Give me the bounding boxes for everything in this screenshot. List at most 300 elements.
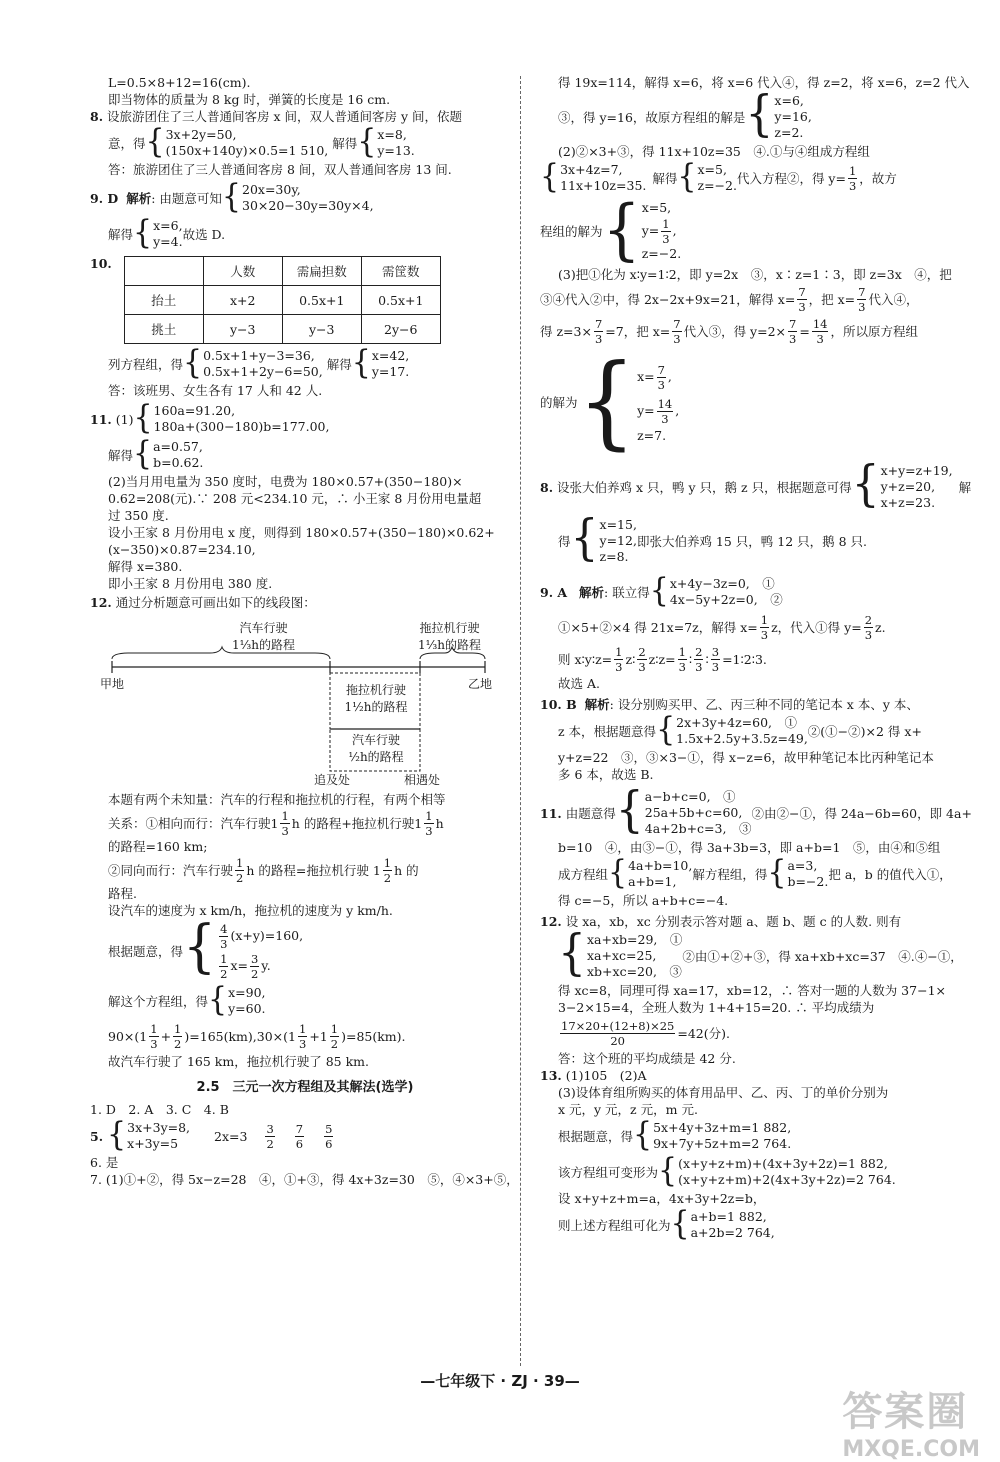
answer-line: 7. (1)①+②，得 5x−z=28 ④，①+③，得 4x+3z=30 ⑤，④×3+⑤，: [90, 1172, 519, 1187]
question-8: [540, 456, 972, 569]
denominator: 2: [266, 1136, 274, 1151]
diagram-text: 拖拉机行驶: [419, 621, 480, 635]
equation: z=−2.: [697, 178, 737, 193]
text: (1): [115, 411, 134, 427]
denominator: 3: [848, 178, 857, 193]
label-tractor: [418, 619, 481, 653]
numerator: 7: [657, 362, 665, 377]
text-line: 设小王家 8 月份用电 x 度，则得到 180×0.57+(350−180)×0.62+: [108, 525, 495, 540]
diagram-text: ½h的路程: [348, 750, 404, 764]
text: 程组的解为: [540, 223, 603, 239]
denominator: 20: [610, 1033, 625, 1048]
text: : 设分别购买甲、乙、丙三种不同的笔记本 x 本、y 本、: [609, 697, 919, 712]
question-11: [90, 398, 520, 592]
analysis-label: 解析: [126, 190, 152, 206]
fraction: [637, 645, 646, 674]
question-number: 11.: [540, 805, 562, 821]
table-cell: 抬土: [124, 286, 203, 315]
fraction: [760, 613, 769, 642]
equation-system: { x=42, y=17.: [351, 343, 410, 382]
text: h 的路程+拖拉机行驶1: [291, 815, 423, 831]
table-cell: y−3: [203, 315, 282, 344]
numerator: 1: [330, 1021, 339, 1036]
text: z.: [875, 619, 886, 635]
text: 列方程组，得: [108, 356, 184, 372]
equation: x=42,: [371, 348, 410, 363]
text: 解得: [108, 447, 134, 463]
denominator: 3: [711, 659, 720, 674]
equation: 3x+2y=50,: [165, 127, 237, 142]
fraction: [657, 363, 666, 392]
equation: 9x+7y+5z+m=2 764.: [653, 1136, 792, 1151]
question-number: 8.: [90, 109, 104, 124]
denominator: 3: [638, 659, 646, 674]
text: 解: [958, 479, 972, 495]
numerator: 7: [673, 316, 681, 331]
question-11: [540, 782, 972, 909]
equation-system: { xa+xb=29, ① xa+xc=25, xb+xc=20, ③: [558, 925, 683, 982]
equation: 4a+2b+c=3, ③: [644, 821, 752, 836]
equation: x=15,: [599, 517, 637, 532]
question-number: 9. A: [540, 584, 568, 600]
box-tractor-text: [334, 681, 418, 715]
text: 解得: [326, 356, 352, 372]
equation: x+y=z+19,: [880, 463, 953, 478]
fraction: [424, 809, 433, 838]
text: 根据题意，得: [558, 1128, 634, 1144]
fraction: [848, 164, 857, 193]
question-12: [540, 913, 963, 1067]
equation: (x+y+z+m)+2(4x+3y+2z)=2 764.: [678, 1172, 896, 1187]
denominator: 3: [662, 231, 670, 246]
fraction: [219, 952, 228, 981]
equation: 30×20−30y=30y×4,: [242, 198, 374, 213]
equation: 11x+10z=35.: [560, 178, 647, 193]
text-line: x 元，y 元，z 元，m 元.: [558, 1102, 698, 1117]
diagram-text: 1⅓h的路程: [418, 638, 481, 652]
column-divider: [520, 76, 521, 1366]
equation: 4a+b=10,: [628, 858, 693, 873]
denominator: 3: [281, 823, 289, 838]
text-line: (3)把①化为 x∶y=1∶2，即 y=2x ③，x∶z=1∶3，即 z=3x ④，把: [558, 267, 952, 282]
equation: xa+xc=25,: [587, 948, 657, 963]
text: 意，得: [108, 135, 146, 151]
equation-system: { x=6, y=4.: [133, 213, 183, 252]
equation: x+3y=5: [127, 1136, 179, 1151]
text: 根据题意，得: [108, 943, 184, 959]
equation: 0.5x+1+y−3=36,: [203, 348, 315, 363]
equation-system: { 20x=30y, 30×20−30y=30y×4,: [221, 177, 374, 216]
numerator: 14: [657, 396, 673, 411]
fraction: [560, 1019, 675, 1048]
equation: (x+y+z+m)+(4x+3y+2z)=1 882,: [678, 1156, 888, 1171]
text: 的解为: [540, 394, 578, 410]
denominator: 3: [220, 936, 228, 951]
fraction: [788, 317, 797, 346]
text: 代入③，得 y=2×: [683, 323, 786, 339]
section-title: 2.5 三元一次方程组及其解法(选学): [196, 1080, 414, 1095]
equation-system: { x=8, y=13.: [357, 122, 415, 161]
fraction: [219, 922, 228, 951]
text: z，代入①得 y=: [771, 619, 862, 635]
denominator: 3: [816, 331, 824, 346]
text: 得: [558, 533, 571, 549]
fraction: [812, 317, 829, 346]
text-line: 设 x+y+z+m=a，4x+3y+2z=b，: [558, 1191, 766, 1206]
text: 即张大伯养鸡 15 只，鸭 12 只，鹅 8 只.: [636, 533, 868, 549]
denominator: 2: [330, 1036, 339, 1051]
question-number: 13.: [540, 1068, 562, 1083]
numerator: 1: [662, 216, 670, 231]
fraction: [711, 645, 720, 674]
equation: xa+xb=29, ①: [587, 932, 683, 947]
text: 设张大伯养鸡 x 只，鸭 y 只，鹅 z 只，根据题意可得: [557, 479, 852, 495]
diagram-text: 汽车行驶: [239, 621, 288, 635]
text: 解得: [332, 135, 358, 151]
text: ①×5+②×4 得 21x=7z，解得 x=: [558, 619, 758, 635]
text: 该方程组可变形为: [558, 1164, 659, 1180]
text: h 的: [394, 862, 419, 878]
text-line: 路程.: [108, 886, 137, 901]
fraction: [661, 217, 670, 246]
label-meet: 相遇处: [404, 773, 441, 787]
table-row: [124, 286, 440, 315]
text: 2x=3: [214, 1128, 248, 1144]
text-line: 本题有两个未知量：汽车的行程和拖拉机的行程，有两个相等: [108, 792, 446, 807]
fraction: [280, 809, 289, 838]
equation-system: { a−b+c=0, ① 25a+5b+c=60, 4a+2b+c=3, ③: [615, 782, 752, 839]
text: ②由①+②+③，得 xa+xb+xc=37 ④.④−①，: [682, 948, 963, 964]
text-line: 故汽车行驶了 165 km，拖拉机行驶了 85 km.: [108, 1054, 369, 1069]
equation: a=0.57,: [153, 439, 203, 454]
equation: x=8,: [377, 127, 407, 142]
equation: x=6,: [774, 93, 804, 108]
table-cell: 0.5x+1: [361, 286, 440, 315]
question-9: [90, 177, 520, 252]
denominator: 3: [615, 659, 623, 674]
text: =165(km),30×: [189, 1028, 284, 1044]
text-line: 得 xc=8，同理可得 xa=17，xb=12，∴ 答对一题的人数为 37−1×: [558, 983, 946, 998]
text-line: L=0.5×8+12=16(cm).: [108, 75, 251, 90]
fraction: [672, 317, 681, 346]
denominator: 2: [383, 870, 392, 885]
fraction: [295, 1122, 304, 1151]
numerator: 7: [798, 284, 806, 299]
label-a: 甲地: [100, 677, 125, 691]
answer-line: 1. D 2. A 3. C 4. B: [90, 1102, 229, 1117]
text: ②(①−②)×2 得 x+: [807, 723, 922, 739]
numerator: 1: [383, 855, 392, 870]
equation-system: { x=15, y=12, z=8.: [570, 510, 637, 567]
equation: 180a+(300−180)b=177.00,: [153, 419, 330, 434]
text: 则上述方程组可化为: [558, 1217, 671, 1233]
answer-line: 6. 是: [90, 1155, 119, 1170]
denominator: 2: [174, 1036, 182, 1051]
equation-system: { 4a+b=10, a+b=1,: [608, 853, 693, 892]
question-number: 8.: [540, 479, 554, 495]
equation: z=7.: [637, 428, 667, 443]
numerator: 3: [711, 644, 720, 659]
text-line: 解得 x=380.: [108, 559, 183, 574]
equation-system: { a+b=1 882, a+2b=2 764,: [670, 1204, 775, 1243]
denominator: 2: [250, 966, 259, 981]
equation: y=16,: [774, 109, 812, 124]
denominator: 3: [789, 331, 797, 346]
text: : 由题意可知: [151, 190, 222, 206]
denominator: 6: [295, 1136, 304, 1151]
text-line: y+z=22 ③，③×3−①，得 x−z=6，故甲种笔记本比丙种笔记本: [558, 750, 934, 765]
equation: x=: [230, 958, 248, 973]
equation-system: { a=3, b=−2.: [767, 853, 829, 892]
data-table: [124, 256, 441, 344]
question-8: [90, 108, 520, 178]
label-catch: 追及处: [314, 773, 351, 787]
question-10: [90, 256, 520, 399]
numerator: 1: [174, 1021, 182, 1036]
numerator: 7: [594, 316, 603, 331]
right-column: 得 19x=114，解得 x=6，将 x=6 代入④，得 z=2，将 x=6，z=2 代入 ③，得 y=16，故原方程组的解是 { x=6, y=16, z=2. (2)②×3+③，得 11x+10z=35 ④.①与④组成方程组 { 3x+4z=7, 11x+10z=35. 解得 { x=5, z=−2. 代入方程②，得 y= $\frac{1}{3}$ ，故方 程组的解为 { x=5, y= $\frac{1}{3}$ , z=−2. (3)把①化为 x∶y=1∶2，即 y=2x ③，x∶z=1∶3，即 z=3x ④，把 ③④代入②中，得 2x−2x+9x=21，解得 x= $\frac{7}{3}$ ，把 x= $\frac{7}{3}$ 代入④， 得 z=3× $\frac{7}{3}$ =7，把 x= $\frac{7}{3}$ 代入③，得 y=2× $\frac{7}{3}$ = $\frac{14}{3}$ ，所以原方程组 的解为 { x= $\frac{7}{3}$ , y= $\frac{14}{3}$ , z=7. 8. 设张大伯养鸡 x 只，鸭 y 只，鹅 z 只，根据题意可得 { x+y=z+19, y+z=20, x+z=23. 解 得 { x=15, y=12, z=8. 即张大伯养鸡 15 只，鸭 12 只，鹅 8 只. 9. A 解析 : 联立得 { x+4y−3z=0, ① 4x−5y+2z=0, ② ①×5+②×4 得 21x=7z，解得 x= $\frac{1}{3}$ z，代入①得 y= $\frac{2}{3}$ z. 则 x∶y∶z= $\frac{1}{3}$ z∶ $\frac{2}{3}$ z∶z= $\frac{1}{3}$ ∶ $\frac{2}{3}$ ∶ $\frac{3}{3}$ =1∶2∶3. 故选 A. 10. B 解析: 设分别购买甲、乙、丙三种不同的笔记本 x 本、y 本、 z 本，根据题意得 { 2x+3y+4z=60, ① 1.5x+2.5y+3.5z=49, ②(①−②)×2 得 x+ y+z=22 ③，③×3−①，得 x−z=6，故甲种笔记本比丙种笔记本 多 6 本，故选 B. 11. 由题意得 { a−b+c=0, ① 25a+5b+c=60, 4a+2b+c=3, ③ ②由②−①，得 24a−6b=60，即 4a+ b=10 ④，由③−①，得 3a+3b=3，即 a+b=1 ⑤，由④和⑤组 成方程组 { 4a+b=10, a+b=1, 解方程组，得 { a=3, b=−2. 把 a，b 的值代入①， 得 c=−5，所以 a+b+c=−4. 12. 设 xa，xb，xc 分别表示答对题 a、题 b、题 c 的人数. 则有 { xa+xb=29, ① xa+xc=25, xb+xc=20, ③ ②由①+②+③，得 xa+xb+xc=37 ④.④−①， 得 xc=8，同理可得 xa=17，xb=12，∴ 答对一题的人数为 37−1× 3−2×15=4，全班人数为 1+4+15=20. ∴ 平均成绩为 $\frac{17\times 20+(12+8)\times 25}{20}$ =42(分). 答：这个班的平均成绩是 42 分. 13. (1)105 (2)A (3)设体育组所购买的体育用品甲、乙、丙、丁的单价分别为 x 元，y 元，z 元，m 元. 根据题意，得 { 5x+4y+3z+m=1 882, 9x+7y+5z+m=2 764. 该方程组可变形为 { (x+y+z+m)+(4x+3y+2z)=1 882, (x+y+z+m)+2(4x+3y+2z)=2 764. 设 x+y+z+m=a，4x+3y+2z=b， 则上述方程组可化为 { a+b=1 882, a+2b=2 764,: [540, 75, 972, 1243]
equation: y=: [641, 223, 660, 238]
equation: 0.5x+1+2y−6=50,: [203, 364, 323, 379]
text-line: 设旅游团住了三人普通间客房 x 间，双人普通间客房 y 间，依题: [107, 109, 463, 124]
table-cell: y−3: [282, 315, 361, 344]
table-row: [124, 315, 440, 344]
fraction: [149, 1022, 158, 1051]
text: ，故方: [859, 170, 897, 186]
equation: 3x+3y=8,: [127, 1120, 191, 1135]
equation: z=−2.: [641, 246, 682, 261]
equation: a=3,: [787, 858, 818, 873]
text: ②由②−①，得 24a−6b=60，即 4a+: [751, 805, 972, 821]
text-line: 即当物体的质量为 8 kg 时，弹簧的长度是 16 cm.: [108, 92, 391, 107]
text: 代入④，: [868, 291, 919, 307]
equation: y+z=20,: [880, 479, 936, 494]
text: h 的路程=拖拉机行驶 1: [246, 862, 381, 878]
numerator: 1: [425, 808, 433, 823]
table-header: 人数: [203, 257, 282, 286]
table-header: 需扁担数: [282, 257, 361, 286]
table-cell: x+2: [203, 286, 282, 315]
text-line: 0.62=208(元).∵ 208 元<234.10 元，∴ 小王家 8 月份用电量超: [108, 491, 482, 506]
fraction: [250, 952, 259, 981]
equation: y=4.: [153, 234, 183, 249]
equation: y=13.: [377, 143, 415, 158]
text-line: (x−350)×0.87=234.10,: [108, 542, 256, 557]
table-header: [124, 257, 203, 286]
equation-system: { 160a=91.20, 180a+(300−180)b=177.00,: [133, 398, 330, 437]
left-column: [90, 74, 520, 1188]
denominator: 2: [236, 870, 244, 885]
equation-system: { x=5, z=−2.: [677, 157, 737, 196]
brace-car: [112, 647, 330, 659]
numerator: 1: [220, 951, 228, 966]
fraction: [657, 397, 674, 426]
equation-system: { $\frac{4}{3}$ (x+y)=160, $\frac{1}{2}$ x= $\frac{3}{2}$ y.: [183, 913, 304, 981]
question-number: 10.: [90, 256, 112, 271]
label-car: [232, 619, 295, 653]
text: 则 x∶y∶z=: [558, 651, 613, 667]
numerator: 1: [678, 644, 686, 659]
table-header-row: [124, 257, 440, 286]
question-12: 12. 通过分析题意可画出如下的线段图： 汽车行驶 1⅓h的路程 拖拉机行驶 1⅓h的路程 甲地 乙地 拖拉机行驶 1½h的路程 汽车行驶 ½h的路程 追及处 相遇处 本题有两个未知量：汽车的行程和拖拉机的行程，有两个相等 关系：①相向而行：汽车行驶1 $\frac{1}{3}$ h 的路程+拖拉机行驶1 $\frac{1}{3}$ h 的路程=160 km; ②同向而行：汽车行驶 $\frac{1}{2}$ h 的路程=拖拉机行驶 1 $\frac{1}{2}$ h 的 路程. 设汽车的速度为 x km/h，拖拉机的速度为 y km/h. 根据题意，得 { $\frac{4}{3}$ (x+y)=160, $\frac{1}{2}$ x= $\frac{3}{2}$ y. 解这个方程组，得 { x=90, y=60. 90× (1 $\frac{1}{3}$ + $\frac{1}{2}$ ) =165(km),30× (1 $\frac{1}{3}$ +1 $\frac{1}{2}$ ) =85(km). 故汽车行驶了 165 km，拖拉机行驶了 85 km.: [90, 594, 520, 1070]
equation: y=12,: [599, 533, 637, 548]
equation: 1.5x+2.5y+3.5z=49,: [676, 731, 808, 746]
equation-system: { 0.5x+1+y−3=36, 0.5x+1+2y−6=50,: [183, 343, 323, 382]
equation-system: { x+y=z+19, y+z=20, x+z=23.: [851, 456, 953, 513]
denominator: 3: [425, 823, 433, 838]
question-number: 9. D: [90, 190, 119, 206]
text: =1∶2∶3.: [722, 651, 767, 667]
diagram-text: 1½h的路程: [344, 700, 408, 714]
denominator: 3: [864, 627, 873, 642]
text: 解方程组，得: [692, 866, 768, 882]
table-cell: 0.5x+1: [282, 286, 361, 315]
watermark-logo: [842, 1380, 980, 1462]
equation: 2x+3y+4z=60, ①: [676, 715, 798, 730]
text-line: (2)②×3+③，得 11x+10z=35 ④.①与④组成方程组: [558, 144, 870, 159]
equation-system: { 3x+2y=50, (150x+140y)×0.5=1 510,: [145, 122, 329, 161]
numerator: 4: [220, 921, 228, 936]
text: 解得: [652, 170, 678, 186]
text-line: (2)当月用电量为 350 度时，电费为 180×0.57+(350−180)×: [108, 474, 463, 489]
numerator: 5: [325, 1121, 333, 1136]
question-number: 11.: [90, 411, 112, 427]
text-line: 即小王家 8 月份用电 380 度.: [108, 576, 273, 591]
text: 90×: [108, 1028, 135, 1044]
fraction: [594, 317, 603, 346]
fraction: [173, 1022, 182, 1051]
analysis-label: 解析: [584, 697, 610, 712]
text-line: 设汽车的速度为 x km/h，拖拉机的速度为 y km/h.: [108, 903, 393, 918]
fraction: [330, 1022, 339, 1051]
text: 成方程组: [558, 866, 609, 882]
denominator: 3: [798, 299, 806, 314]
box-car-text: [334, 731, 418, 765]
equation: 4x−5y+2z=0, ②: [669, 592, 783, 607]
equation-system: { 2x+3y+4z=60, ① 1.5x+2.5y+3.5z=49,: [656, 710, 808, 749]
table-cell: 挑土: [124, 315, 203, 344]
watermark-url: MXQE.COM: [842, 1437, 980, 1462]
fraction: [678, 645, 687, 674]
text: (1)105 (2)A: [565, 1068, 647, 1083]
equation: x=5,: [697, 162, 727, 177]
text: 解得: [108, 226, 134, 242]
numerator: 7: [858, 284, 866, 299]
numerator: 3: [266, 1121, 274, 1136]
question-9: 9. A 解析 : 联立得 { x+4y−3z=0, ① 4x−5y+2z=0, ② ①×5+②×4 得 21x=7z，解得 x= $\frac{1}{3}$ z，代入①得 y= $\frac{2}{3}$ z. 则 x∶y∶z= $\frac{1}{3}$ z∶ $\frac{2}{3}$ z∶z= $\frac{1}{3}$ ∶ $\frac{2}{3}$ ∶ $\frac{3}{3}$ =1∶2∶3. 故选 A.: [540, 573, 958, 692]
denominator: 3: [661, 411, 669, 426]
text-line: b=10 ④，由③−①，得 3a+3b=3，即 a+b=1 ⑤，由④和⑤组: [558, 840, 941, 855]
fraction: [265, 1122, 274, 1151]
denominator: 3: [594, 331, 603, 346]
fraction: [614, 645, 623, 674]
equation: y.: [261, 958, 271, 973]
text: ，把 x=: [808, 291, 856, 307]
numerator: 1: [615, 644, 623, 659]
table-cell: 2y−6: [361, 315, 440, 344]
denominator: 6: [325, 1136, 333, 1151]
text-line: 得 19x=114，解得 x=6，将 x=6 代入④，得 z=2，将 x=6，z=2 代入: [558, 75, 970, 90]
question-10: [540, 696, 958, 783]
equation: y=17.: [371, 364, 410, 379]
diagram-text: 拖拉机行驶: [345, 683, 406, 697]
equation: x+4y−3z=0, ①: [669, 576, 775, 591]
fraction: [797, 285, 806, 314]
numerator: 1: [281, 808, 289, 823]
numerator: 7: [789, 316, 797, 331]
text: 得 z=3×: [540, 323, 592, 339]
text: =7，把 x=: [605, 323, 671, 339]
equation-system: { x=6, y=16, z=2.: [745, 86, 812, 143]
numerator: 17×20+(12+8)×25: [561, 1018, 675, 1033]
equation-system: { 3x+3y=8, x+3y=5: [107, 1115, 191, 1154]
text: 代入方程②，得 y=: [736, 170, 846, 186]
equation: 5x+4y+3z+m=1 882,: [653, 1120, 792, 1135]
equation: b=−2.: [787, 874, 829, 889]
equation-system: { x=90, y=60.: [208, 980, 266, 1019]
label-b: 乙地: [468, 677, 493, 691]
equation: x=90,: [228, 985, 266, 1000]
text-line: 的路程=160 km;: [108, 839, 208, 854]
numerator: 1: [848, 163, 857, 178]
equation: a−b+c=0, ①: [644, 789, 736, 804]
denominator: 3: [673, 331, 681, 346]
table-header: 需筐数: [361, 257, 440, 286]
answer-line: 答：该班男、女生各有 17 人和 42 人.: [108, 383, 323, 398]
numerator: 2: [638, 644, 646, 659]
equation-system: { x+4y−3z=0, ① 4x−5y+2z=0, ②: [649, 571, 783, 610]
question-number: 12.: [540, 914, 562, 929]
numerator: 1: [760, 612, 769, 627]
denominator: 3: [150, 1036, 158, 1051]
diagram-text: 1⅓h的路程: [232, 638, 295, 652]
text-line: 通过分析题意可画出如下的线段图：: [115, 595, 316, 610]
text: h: [435, 815, 444, 831]
denominator: 3: [858, 299, 866, 314]
equation: b=0.62.: [153, 455, 204, 470]
denominator: 3: [695, 659, 703, 674]
equation: x=6,: [153, 218, 183, 233]
denominator: 3: [657, 377, 665, 392]
equation: 3x+4z=7,: [560, 162, 623, 177]
equation: (x+y)=160,: [230, 928, 304, 943]
equation: 160a=91.20,: [153, 403, 236, 418]
text: ②同向而行：汽车行驶: [108, 862, 234, 878]
text-line: 多 6 本，故选 B.: [558, 767, 654, 782]
text: 故选 D.: [182, 226, 226, 242]
equation: z=2.: [774, 125, 804, 140]
fraction: [324, 1122, 333, 1151]
equation: 25a+5b+c=60,: [644, 805, 743, 820]
denominator: 3: [760, 627, 769, 642]
fraction: [298, 1022, 307, 1051]
fraction: [694, 645, 703, 674]
answer-line: 答：这个班的平均成绩是 42 分.: [558, 1051, 736, 1066]
text-line: (3)设体育组所购买的体育用品甲、乙、丙、丁的单价分别为: [558, 1085, 889, 1100]
question-number: 10. B: [540, 697, 577, 712]
equation: x=: [637, 369, 655, 384]
analysis-label: 解析: [579, 584, 605, 600]
denominator: 2: [220, 966, 228, 981]
equation: x=5,: [641, 200, 672, 215]
numerator: 14: [812, 316, 828, 331]
page-footer: —七年级下 · ZJ · 39—: [420, 1372, 580, 1390]
fraction: [235, 856, 244, 885]
fraction: [857, 285, 866, 314]
question-13: [540, 1067, 958, 1243]
text: 把 a，b 的值代入①，: [828, 866, 952, 882]
text: : 联立得: [604, 584, 650, 600]
